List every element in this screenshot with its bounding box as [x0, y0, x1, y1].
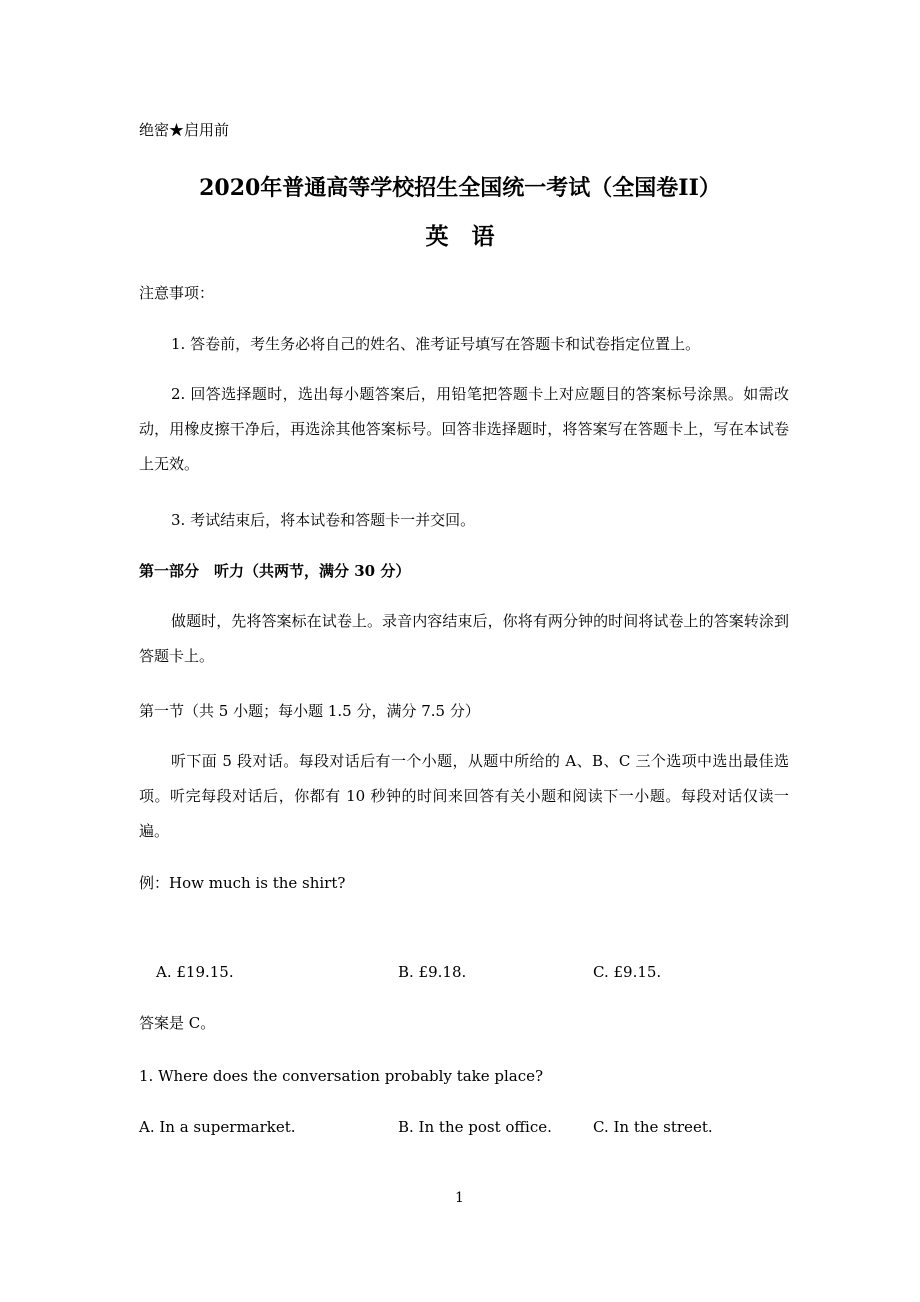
- question-1-option-a: A. In a supermarket.: [139, 1118, 296, 1136]
- question-1-text: 1. Where does the conversation probably take place?: [139, 1067, 544, 1085]
- part1-heading: 第一部分 听力（共两节，满分 30 分）: [139, 562, 411, 580]
- example-option-b: B. £9.18.: [398, 963, 467, 981]
- section1-instruction: 听下面 5 段对话。每段对话后有一个小题，从题中所给的 A、B、C 三个选项中选出最佳选项。听完每段对话后，你都有 10 秒钟的时间来回答有关小题和阅读下一小题。每段对话仅读一遍。: [139, 752, 789, 840]
- notes-heading: 注意事项：: [139, 284, 215, 302]
- question-1-option-b: B. In the post office.: [398, 1118, 552, 1136]
- subject-title: 英 语: [425, 223, 495, 250]
- question-1-option-c: C. In the street.: [593, 1118, 713, 1136]
- exam-title: 2020年普通高等学校招生全国统一考试（全国卷II）: [199, 175, 721, 201]
- example-question: 例：How much is the shirt?: [139, 874, 346, 892]
- page-number: 1: [455, 1190, 464, 1206]
- secret-label: 绝密★启用前: [139, 121, 230, 139]
- example-answer: 答案是 C。: [139, 1014, 216, 1032]
- example-option-a: A. £19.15.: [156, 963, 234, 981]
- part1-instruction: 做题时，先将答案标在试卷上。录音内容结束后，你将有两分钟的时间将试卷上的答案转涂到答题卡上。: [139, 612, 789, 665]
- note-item-1: 1. 答卷前，考生务必将自己的姓名、准考证号填写在答题卡和试卷指定位置上。: [171, 335, 701, 353]
- section1-heading: 第一节（共 5 小题；每小题 1.5 分，满分 7.5 分）: [139, 702, 480, 720]
- note-item-2: 2. 回答选择题时，选出每小题答案后，用铅笔把答题卡上对应题目的答案标号涂黑。如需改动，用橡皮擦干净后，再选涂其他答案标号。回答非选择题时，将答案写在答题卡上，写在本试卷上无效。: [139, 385, 789, 473]
- example-option-c: C. £9.15.: [593, 963, 662, 981]
- note-item-3: 3. 考试结束后，将本试卷和答题卡一并交回。: [171, 511, 476, 529]
